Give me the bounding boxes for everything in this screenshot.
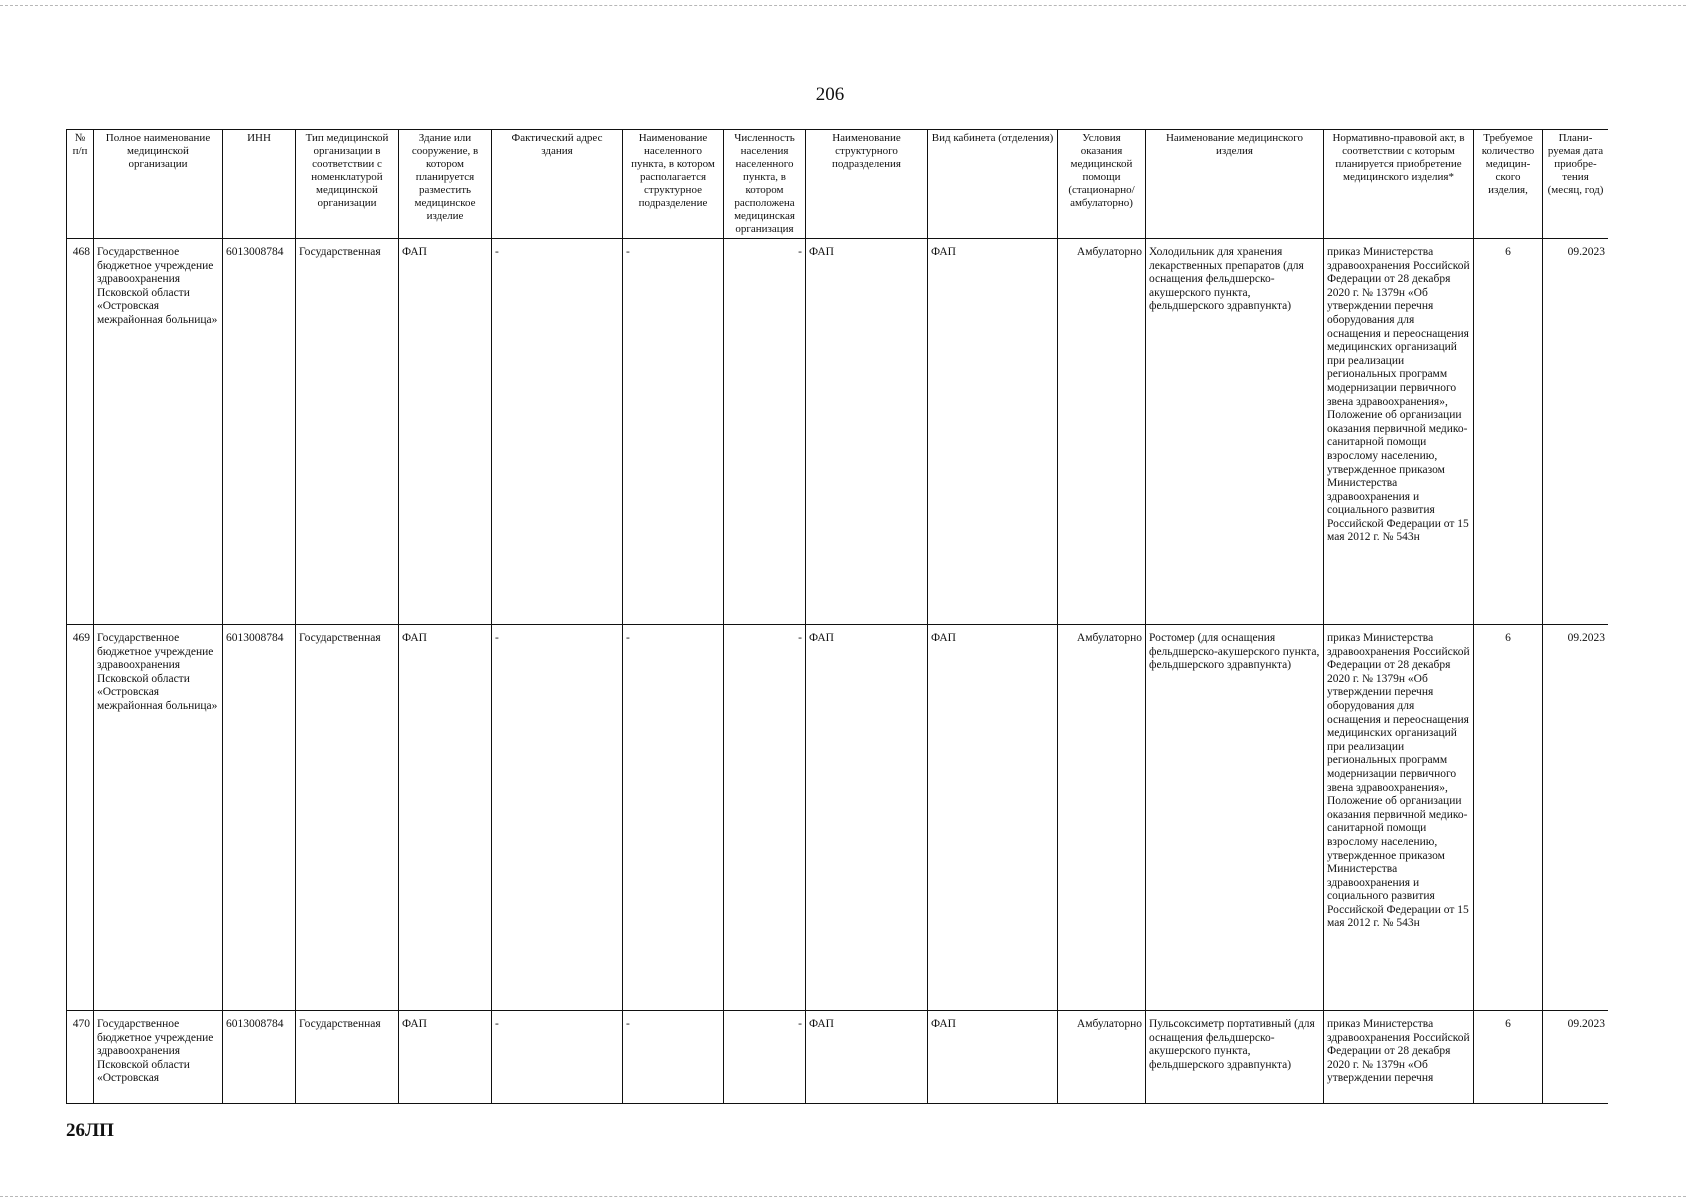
cell-building: ФАП xyxy=(399,625,492,1011)
cell-act: приказ Министерства здравоохранения Российской Федерации от 28 декабря 2020 г. № 1379н «Об утверждении перечня xyxy=(1324,1011,1474,1105)
cell-device: Ростомер (для оснащения фельдшерско-акушерского пункта, фельдшерского здравпункта) xyxy=(1146,625,1324,1011)
page-number: 206 xyxy=(815,84,845,105)
cell-device: Пульсоксиметр портативный (для оснащения фельдшерско-акушерского пункта, фельдшерского здравпункта) xyxy=(1146,1011,1324,1105)
cell-population: - xyxy=(724,239,806,625)
header-cell-building: Здание или сооружение, в котором планируется разместить медицинское изделие xyxy=(399,130,492,239)
cell-qty: 6 xyxy=(1474,239,1543,625)
table-row xyxy=(67,625,1609,1011)
cell-conditions: Амбулаторно xyxy=(1058,1011,1146,1105)
header-cell-inn: ИНН xyxy=(223,130,296,239)
cell-org: Государственное бюджетное учреждение здравоохранения Псковской области «Островская xyxy=(94,1011,223,1105)
cell-settlement: - xyxy=(623,625,724,1011)
header-cell-device: Наименование медицинского изделия xyxy=(1146,130,1324,239)
equipment-table xyxy=(66,129,1608,1104)
cell-type: Государственная xyxy=(296,1011,399,1105)
header-cell-settlement: Наименование населенного пункта, в котором располагается структурное подразделение xyxy=(623,130,724,239)
cell-org: Государственное бюджетное учреждение здравоохранения Псковской области «Островская межрайонная больница» xyxy=(94,239,223,625)
cell-office: ФАП xyxy=(928,1011,1058,1105)
scan-edge-bottom xyxy=(0,1196,1686,1197)
cell-device: Холодильник для хранения лекарственных препаратов (для оснащения фельдшерско-акушерского пункта, фельдшерского здравпункта) xyxy=(1146,239,1324,625)
cell-inn: 6013008784 xyxy=(223,625,296,1011)
cell-address: - xyxy=(492,625,623,1011)
cell-num: 469 xyxy=(67,625,94,1011)
equipment-table-wrapper xyxy=(66,129,1608,1104)
header-cell-num: № п/п xyxy=(67,130,94,239)
header-cell-population: Численность населения населенного пункта, в котором расположена медицинская организация xyxy=(724,130,806,239)
cell-qty: 6 xyxy=(1474,625,1543,1011)
table-row xyxy=(67,1011,1609,1105)
header-cell-unit: Наименование структурного подразделения xyxy=(806,130,928,239)
cell-population: - xyxy=(724,625,806,1011)
table-header-row xyxy=(67,130,1609,239)
cell-office: ФАП xyxy=(928,239,1058,625)
header-cell-office: Вид кабинета (отделения) xyxy=(928,130,1058,239)
cell-act: приказ Министерства здравоохранения Российской Федерации от 28 декабря 2020 г. № 1379н «Об утверждении перечня оборудования для оснащения и переоснащения медицинских организаций при реализации региональных программ модернизации первичного звена здравоохранения», Положение об организации оказания первичной медико-санитарной помощи взрослому населению, утвержденное приказом Министерства здравоохранения и социального развития Российской Федерации от 15 мая 2012 г. № 543н xyxy=(1324,625,1474,1011)
cell-population: - xyxy=(724,1011,806,1105)
cell-date: 09.2023 xyxy=(1543,1011,1609,1105)
cell-address: - xyxy=(492,239,623,625)
cell-conditions: Амбулаторно xyxy=(1058,239,1146,625)
cell-type: Государственная xyxy=(296,239,399,625)
cell-conditions: Амбулаторно xyxy=(1058,625,1146,1011)
cell-settlement: - xyxy=(623,1011,724,1105)
cell-inn: 6013008784 xyxy=(223,239,296,625)
table-row xyxy=(67,239,1609,625)
cell-unit: ФАП xyxy=(806,239,928,625)
cell-qty: 6 xyxy=(1474,1011,1543,1105)
header-cell-type: Тип медицинской организации в соответствии с номенклатурой медицинской организации xyxy=(296,130,399,239)
cell-building: ФАП xyxy=(399,1011,492,1105)
cell-date: 09.2023 xyxy=(1543,625,1609,1011)
header-cell-address: Фактический адрес здания xyxy=(492,130,623,239)
cell-num: 468 xyxy=(67,239,94,625)
header-cell-org: Полное наименование медицинской организации xyxy=(94,130,223,239)
cell-address: - xyxy=(492,1011,623,1105)
cell-settlement: - xyxy=(623,239,724,625)
cell-building: ФАП xyxy=(399,239,492,625)
scan-edge-top xyxy=(0,5,1686,6)
header-cell-conditions: Условия оказания медицинской помощи (стационарно/ амбулаторно) xyxy=(1058,130,1146,239)
cell-unit: ФАП xyxy=(806,625,928,1011)
cell-office: ФАП xyxy=(928,625,1058,1011)
cell-inn: 6013008784 xyxy=(223,1011,296,1105)
cell-act: приказ Министерства здравоохранения Российской Федерации от 28 декабря 2020 г. № 1379н «Об утверждении перечня оборудования для оснащения и переоснащения медицинских организаций при реализации региональных программ модернизации первичного звена здравоохранения», Положение об организации оказания первичной медико-санитарной помощи взрослому населению, утвержденное приказом Министерства здравоохранения и социального развития Российской Федерации от 15 мая 2012 г. № 543н xyxy=(1324,239,1474,625)
cell-unit: ФАП xyxy=(806,1011,928,1105)
cell-date: 09.2023 xyxy=(1543,239,1609,625)
document-code: 26ЛП xyxy=(66,1120,114,1141)
header-cell-act: Нормативно-правовой акт, в соответствии с которым планируется приобретение медицинского изделия* xyxy=(1324,130,1474,239)
header-cell-qty: Требуемое количество медицин-ского изделия, xyxy=(1474,130,1543,239)
cell-type: Государственная xyxy=(296,625,399,1011)
cell-org: Государственное бюджетное учреждение здравоохранения Псковской области «Островская межрайонная больница» xyxy=(94,625,223,1011)
cell-num: 470 xyxy=(67,1011,94,1105)
header-cell-date: Плани-руемая дата приобре-тения (месяц, год) xyxy=(1543,130,1609,239)
